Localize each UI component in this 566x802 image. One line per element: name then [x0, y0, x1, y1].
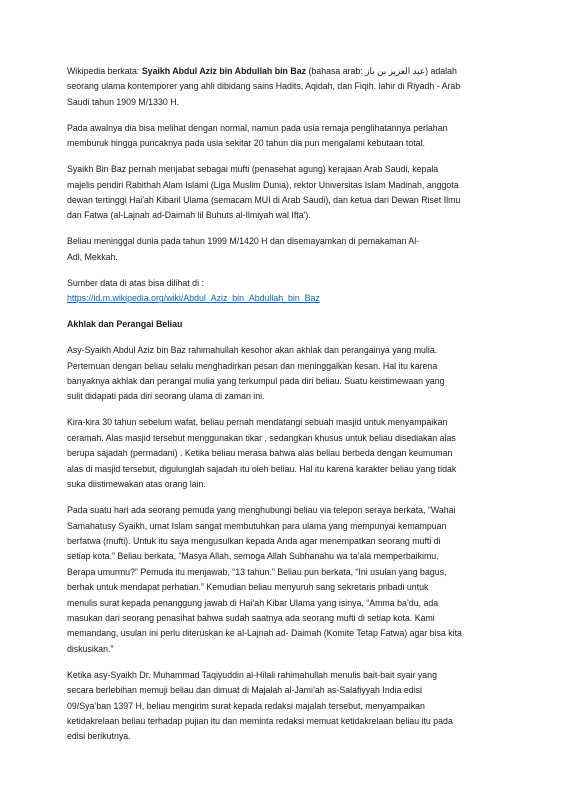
paragraph-line: ketidakrelaan beliau terhadap pujian itu dan meminta redaksi memuat ketidakrelaan beliau itu pada — [67, 715, 453, 726]
paragraph-line: Pada suatu hari ada seorang pemuda yang menghubungi beliau via telepon seraya berkata, “Wahai — [67, 505, 456, 516]
paragraph-line: menulis surat kepada penanggung jawab di Hai’ah Kibar Ulama yang isinya, “Amma ba’du, ada — [67, 597, 439, 608]
paragraph-line: Ketika asy-Syaikh Dr. Muhammad Taqiyuddin al-Hilali rahimahullah menulis bait-bait syair yang — [67, 669, 437, 680]
phone-story-paragraph — [67, 503, 505, 657]
source-paragraph — [67, 276, 505, 307]
source-link[interactable]: https://id.m.wikipedia.org/wiki/Abdul_Aziz_bin_Abdullah_bin_Baz — [67, 293, 320, 304]
paragraph-line: berhak untuk mendapat perhatian.” Kemudian beliau menyuruh sang sekretaris pribadi untuk — [67, 582, 429, 593]
paragraph-line: diskusikan.” — [67, 643, 114, 654]
intro-line-1 — [67, 64, 505, 79]
positions-paragraph — [67, 162, 505, 224]
paragraph-line: majelis pendiri Rabithah Alam Islami (Liga Muslim Dunia), rektor Universitas Islam Madinah, anggota — [67, 179, 459, 190]
paragraph-line: sulit didapati pada diri seorang ulama di zaman ini. — [67, 391, 265, 402]
paragraph-line: Asy-Syaikh Abdul Aziz bin Baz rahimahullah kesohor akan akhlak dan perangainya yang mulia. — [67, 345, 438, 356]
paragraph-line: berfatwa (mufti). Untuk itu saya mengusulkan kepada Anda agar menempatkan seorang mufti di — [67, 535, 441, 546]
paragraph-line: alas di masjid tersebut, digulunglah sajadah itu oleh beliau. Hal itu karena karakter beliau yang tidak — [67, 463, 457, 474]
paragraph-line: ceramah. Alas masjid tersebut menggunakan tikar , sedangkan khusus untuk beliau disediakan alas — [67, 432, 456, 443]
paragraph-line: berupa sajadah (permadani) . Ketika beliau merasa bahwa alas beliau berbeda dengan keumuman — [67, 448, 453, 459]
character-paragraph — [67, 343, 505, 405]
death-paragraph — [67, 234, 505, 265]
paragraph-line: 09/Sya’ban 1397 H, beliau mengirim surat kepada redaksi majalah tersebut, menyampaikan — [67, 700, 425, 711]
paragraph-line: Samahatusy Syaikh, umat Islam sangat membutuhkan para ulama yang mempunyai kemampuan — [67, 520, 447, 531]
source-label: Sumber data di atas bisa dilihat di : — [67, 277, 204, 288]
paragraph-line: memburuk hingga puncaknya pada usia sekitar 20 tahun dia pun mengalami kebutaan total. — [67, 138, 425, 149]
paragraph-line: Adl, Mekkah. — [67, 251, 118, 262]
paragraph-line: secara berlebihan memuji beliau dan dimuat di Majalah al-Jami’ah as-Salafiyyah India edisi — [67, 685, 422, 696]
paragraph-line: Pertemuan dengan beliau selalu menghadirkan pesan dan meninggalkan kesan. Hal itu karena — [67, 360, 438, 371]
paragraph-line: masukan dari seorang penasihat bahwa sudah saatnya ada seorang mufti di setiap kota. Kami — [67, 612, 435, 623]
paragraph-line: dewan tertinggi Hai'ah Kibaril Ulama (semacam MUI di Arab Saudi), dan ketua dari Dewan Riset Ilmu — [67, 195, 461, 206]
section-heading: Akhlak dan Perangai Beliau — [67, 319, 183, 330]
paragraph-line: setiap kota.” Beliau berkata, “Masya Allah, semoga Allah Subhanahu wa ta’ala memperbaikimu. — [67, 551, 439, 562]
poem-story-paragraph — [67, 668, 505, 745]
paragraph-line: Syaikh Bin Baz pernah menjabat sebagai mufti (penasehat agung) kerajaan Arab Saudi, kepala — [67, 164, 439, 175]
paragraph-line: memandang, usulan ini perlu diteruskan ke al-Lajnah ad- Daimah (Komite Tetap Fatwa) agar bisa kita — [67, 628, 462, 639]
paragraph-line: Berapa umurmu?” Pemuda itu menjawab, “13 tahun.” Beliau pun berkata, “Ini usulan yang bagus, — [67, 566, 447, 577]
paragraph-line: Beliau meninggal dunia pada tahun 1999 M/1420 H dan disemayamkan di pemakaman Al- — [67, 236, 420, 247]
paragraph-line: banyaknya akhlak dan perangai mulia yang terkumpul pada diri beliau. Suatu keistimewaan yang — [67, 376, 445, 387]
intro-arabic-name: (bahasa arab: عبد العزيز بن باز) adalah — [306, 66, 457, 76]
document-page — [67, 64, 505, 755]
eyesight-paragraph — [67, 121, 505, 152]
paragraph-line: dan Fatwa (al-Lajnah ad-Daimah lil Buhuts al-Ilmiyah wal Ifta'). — [67, 210, 311, 221]
paragraph-line: Kira-kira 30 tahun sebelum wafat, beliau pernah mendatangi sebuah masjid untuk menyampaikan — [67, 417, 448, 428]
paragraph-line: edisi berikutnya. — [67, 731, 131, 742]
intro-line-3: Saudi tahun 1909 M/1330 H. — [67, 96, 179, 107]
subject-name: Syaikh Abdul Aziz bin Abdullah bin Baz — [141, 66, 307, 76]
mosque-story-paragraph — [67, 415, 505, 492]
intro-line-2: seorang ulama kontemporer yang ahli dibidang sains Hadits, Aqidah, dan Fiqih. lahir di Riyadh - Arab — [67, 81, 461, 92]
intro-prefix: Wikipedia berkata: — [67, 66, 142, 76]
paragraph-line: suka diistimewakan atas orang lain. — [67, 479, 206, 490]
paragraph-line: Pada awalnya dia bisa melihat dengan normal, namun pada usia remaja penglihatannya perlahan — [67, 122, 448, 133]
intro-paragraph — [67, 64, 505, 110]
